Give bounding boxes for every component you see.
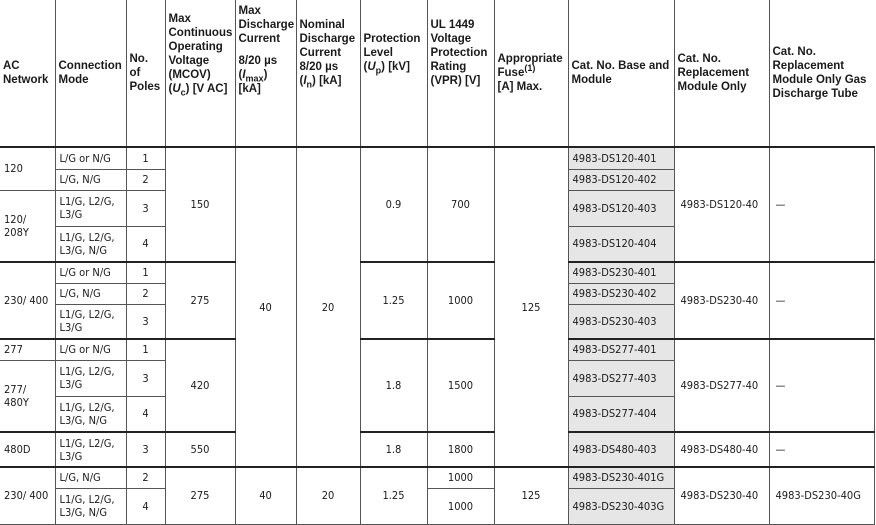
cell-network: 230/ 400 xyxy=(0,262,55,339)
cell-fuse: 125 xyxy=(494,147,568,467)
cell-mode: L/G, N/G xyxy=(55,169,126,190)
cell-cat-gdt: — xyxy=(769,339,874,432)
header-mcov-symbol: U xyxy=(172,83,181,95)
cell-network: 277/ 480Y xyxy=(0,360,55,432)
header-connection-mode: Connection Mode xyxy=(55,0,126,147)
cell-max-discharge: 40 xyxy=(235,467,296,524)
header-mcov-unit: [V AC] xyxy=(192,83,228,95)
cell-mcov: 275 xyxy=(165,262,235,339)
cell-poles: 2 xyxy=(126,283,165,304)
header-protection-symbol: U xyxy=(367,61,376,73)
cell-poles: 2 xyxy=(126,467,165,488)
header-cat-replacement: Cat. No. Replacement Module Only xyxy=(674,0,769,147)
cell-mode: L/G or N/G xyxy=(55,339,126,360)
cell-cat-gdt: 4983-DS230-40G xyxy=(769,467,874,524)
cell-cat-base: 4983-DS120-402 xyxy=(568,169,674,190)
cell-cat-gdt: — xyxy=(769,432,874,467)
cell-nominal-discharge: 20 xyxy=(296,467,360,524)
cell-mode: L/G, N/G xyxy=(55,467,126,488)
cell-mode: L1/G, L2/G, L3/G xyxy=(55,190,126,226)
table-row xyxy=(0,262,874,283)
cell-network: 230/ 400 xyxy=(0,467,55,524)
header-cat-gdt: Cat. No. Replacement Module Only Gas Discharge Tube xyxy=(769,0,874,147)
cell-poles: 2 xyxy=(126,169,165,190)
header-mcov-label: Max Continuous Operating Voltage (MCOV) xyxy=(168,13,233,81)
table-row xyxy=(0,467,874,488)
cell-cat-base: 4983-DS277-403 xyxy=(568,360,674,396)
cell-mode: L1/G, L2/G, L3/G, N/G xyxy=(55,488,126,524)
header-max-discharge-symbol: I xyxy=(242,69,246,81)
header-protection-subscript: p xyxy=(375,65,382,76)
header-protection-level: Protection Level $(U_p)$ [kV] xyxy=(360,0,427,147)
cell-fuse: 125 xyxy=(494,467,568,524)
header-ac-network: AC Network xyxy=(0,0,55,147)
header-ul1449-vpr: UL 1449 Voltage Protection Rating (VPR) [V] xyxy=(427,0,494,147)
cell-vpr: 700 xyxy=(427,147,494,262)
cell-poles: 1 xyxy=(126,262,165,283)
header-max-discharge-waveform: 8/20 µs xyxy=(238,55,278,67)
cell-protection-level: 1.25 xyxy=(360,467,427,524)
cell-cat-base: 4983-DS277-401 xyxy=(568,339,674,360)
cell-nominal-discharge: 20 xyxy=(296,147,360,467)
cell-cat-base: 4983-DS230-403 xyxy=(568,304,674,339)
cell-mode: L1/G, L2/G, L3/G xyxy=(55,432,126,467)
header-nominal-symbol: I xyxy=(303,75,307,87)
cell-cat-gdt: — xyxy=(769,262,874,339)
cell-protection-level: 0.9 xyxy=(360,147,427,262)
header-max-discharge: Max Discharge Current 8/20 µs $(I_{max})$ [kA] xyxy=(235,0,296,147)
header-protection-unit: [kV] xyxy=(388,61,410,73)
header-mcov: Max Continuous Operating Voltage (MCOV) $(U_c)$ [V AC] xyxy=(165,0,235,147)
cell-cat-replacement: 4983-DS277-40 xyxy=(674,339,769,432)
cell-cat-replacement: 4983-DS120-40 xyxy=(674,147,769,262)
cell-cat-base: 4983-DS120-403 xyxy=(568,190,674,226)
cell-poles: 3 xyxy=(126,304,165,339)
cell-cat-replacement: 4983-DS230-40 xyxy=(674,262,769,339)
cell-mode: L/G, N/G xyxy=(55,283,126,304)
cell-cat-replacement: 4983-DS230-40 xyxy=(674,467,769,524)
header-fuse-unit: [A] Max. xyxy=(497,81,543,93)
cell-mcov: 550 xyxy=(165,432,235,467)
header-nominal-discharge: Nominal Discharge Current 8/20 µs $(I_n)$ [kA] xyxy=(296,0,360,147)
cell-mode: L1/G, L2/G, L3/G, N/G xyxy=(55,226,126,262)
header-nominal-label: Nominal Discharge Current 8/20 µs xyxy=(299,19,356,73)
cell-vpr: 1500 xyxy=(427,339,494,432)
cell-protection-level: 1.8 xyxy=(360,432,427,467)
header-mcov-subscript: c xyxy=(180,87,186,98)
cell-poles: 4 xyxy=(126,226,165,262)
cell-cat-replacement: 4983-DS480-40 xyxy=(674,432,769,467)
cell-vpr: 1000 xyxy=(427,467,494,488)
cell-poles: 4 xyxy=(126,488,165,524)
header-fuse-label: Appropriate Fuse xyxy=(497,53,563,79)
header-nominal-unit: [kA] xyxy=(319,75,342,87)
cell-vpr: 1000 xyxy=(427,488,494,524)
cell-mode: L/G or N/G xyxy=(55,262,126,283)
header-row xyxy=(0,0,874,147)
cell-poles: 3 xyxy=(126,190,165,226)
cell-network: 277 xyxy=(0,339,55,360)
cell-cat-base: 4983-DS230-401G xyxy=(568,467,674,488)
header-cat-base: Cat. No. Base and Module xyxy=(568,0,674,147)
cell-network: 120/ 208Y xyxy=(0,190,55,262)
table-row xyxy=(0,339,874,360)
cell-poles: 1 xyxy=(126,147,165,169)
table-row xyxy=(0,147,874,169)
header-protection-label: Protection Level xyxy=(363,33,421,59)
cell-cat-base: 4983-DS120-404 xyxy=(568,226,674,262)
header-nominal-subscript: n xyxy=(306,79,313,90)
cell-poles: 1 xyxy=(126,339,165,360)
cell-mode: L/G or N/G xyxy=(55,147,126,169)
cell-cat-base: 4983-DS230-402 xyxy=(568,283,674,304)
cell-cat-base: 4983-DS480-403 xyxy=(568,432,674,467)
cell-mcov: 275 xyxy=(165,467,235,524)
header-appropriate-fuse xyxy=(494,0,568,147)
cell-network: 480D xyxy=(0,432,55,467)
cell-max-discharge: 40 xyxy=(235,147,296,467)
cell-mcov: 150 xyxy=(165,147,235,262)
cell-vpr: 1800 xyxy=(427,432,494,467)
cell-protection-level: 1.25 xyxy=(360,262,427,339)
cell-poles: 3 xyxy=(126,432,165,467)
cell-mode: L1/G, L2/G, L3/G xyxy=(55,360,126,396)
header-max-discharge-subscript: max xyxy=(245,73,264,84)
cell-protection-level: 1.8 xyxy=(360,339,427,432)
cell-mode: L1/G, L2/G, L3/G, N/G xyxy=(55,396,126,432)
cell-cat-base: 4983-DS230-401 xyxy=(568,262,674,283)
cell-poles: 4 xyxy=(126,396,165,432)
cell-poles: 3 xyxy=(126,360,165,396)
cell-vpr: 1000 xyxy=(427,262,494,339)
header-max-discharge-label: Max Discharge Current xyxy=(238,5,295,45)
cell-mcov: 420 xyxy=(165,339,235,432)
header-no-of-poles: No. of Poles xyxy=(126,0,165,147)
table-row xyxy=(0,432,874,467)
cell-cat-base: 4983-DS277-404 xyxy=(568,396,674,432)
cell-mode: L1/G, L2/G, L3/G xyxy=(55,304,126,339)
cell-network: 120 xyxy=(0,147,55,190)
cell-cat-base: 4983-DS120-401 xyxy=(568,147,674,169)
header-fuse-footnote: (1) xyxy=(524,63,536,74)
cell-cat-gdt: — xyxy=(769,147,874,262)
cell-cat-base: 4983-DS230-403G xyxy=(568,488,674,524)
header-max-discharge-unit: [kA] xyxy=(238,83,261,95)
